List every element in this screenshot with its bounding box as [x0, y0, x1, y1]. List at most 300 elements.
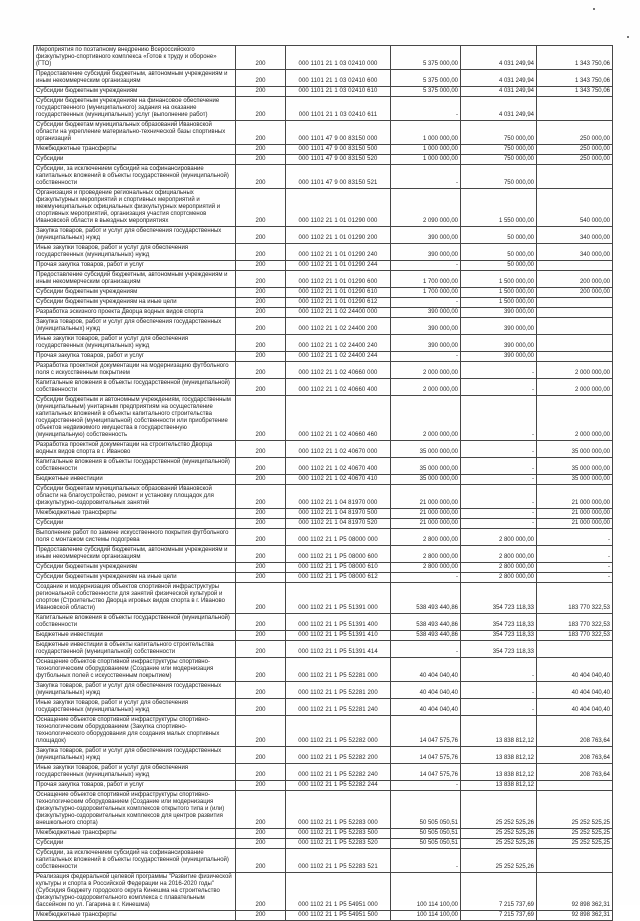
- row-description: Капитальные вложения в объекты государственной (муниципальной) собственности: [34, 379, 236, 396]
- row-expense-type-code: 200: [236, 145, 286, 155]
- row-budget-classification-code: 000 1102 21 1 01 01290 244: [286, 261, 391, 271]
- row-amount-unexecuted: 208 763,64: [537, 764, 613, 781]
- table-row: [34, 716, 613, 747]
- row-amount-executed: -: [461, 379, 537, 396]
- row-expense-type-code: 200: [236, 873, 286, 911]
- table-row: [34, 189, 613, 227]
- row-amount-approved: 390 000,00: [391, 335, 461, 352]
- row-budget-classification-code: 000 1102 21 1 02 40660 460: [286, 396, 391, 441]
- row-amount-unexecuted: 183 770 322,53: [537, 631, 613, 641]
- row-expense-type-code: 200: [236, 244, 286, 261]
- row-amount-approved: -: [391, 298, 461, 308]
- table-row: [34, 396, 613, 441]
- row-amount-approved: 21 000 000,00: [391, 509, 461, 519]
- row-budget-classification-code: 000 1102 21 1 P5 52282 240: [286, 764, 391, 781]
- row-amount-executed: 4 031 249,94: [461, 70, 537, 87]
- row-amount-approved: 21 000 000,00: [391, 485, 461, 509]
- row-budget-classification-code: 000 1102 21 1 P5 51391 414: [286, 641, 391, 658]
- scan-artifact-dot: [627, 36, 629, 38]
- table-row: [34, 747, 613, 764]
- row-expense-type-code: 200: [236, 458, 286, 475]
- row-amount-approved: 1 000 000,00: [391, 121, 461, 145]
- table-row: [34, 911, 613, 921]
- row-budget-classification-code: 000 1102 21 1 P5 54951 000: [286, 873, 391, 911]
- table-row: [34, 631, 613, 641]
- table-row: [34, 641, 613, 658]
- row-expense-type-code: 200: [236, 379, 286, 396]
- row-amount-approved: 35 000 000,00: [391, 475, 461, 485]
- row-description: Бюджетные инвестиции: [34, 475, 236, 485]
- row-expense-type-code: 200: [236, 911, 286, 921]
- table-row: [34, 699, 613, 716]
- row-amount-approved: 35 000 000,00: [391, 458, 461, 475]
- table-row: [34, 509, 613, 519]
- row-amount-executed: 354 723 118,33: [461, 641, 537, 658]
- row-description: Капитальные вложения в объекты государственной (муниципальной) собственности: [34, 458, 236, 475]
- table-row: [34, 352, 613, 362]
- table-row: [34, 70, 613, 87]
- row-budget-classification-code: 000 1102 21 1 P5 51391 400: [286, 614, 391, 631]
- table-row: [34, 781, 613, 791]
- row-description: Иные закупки товаров, работ и услуг для обеспечения государственных (муниципальных) нужд: [34, 764, 236, 781]
- row-description: Мероприятия по поэтапному внедрению Всероссийского физкультурно-спортивного комплекса «Готов к труду и обороне» (ГТО): [34, 46, 236, 70]
- row-amount-executed: 1 500 000,00: [461, 298, 537, 308]
- row-amount-unexecuted: 1 343 750,06: [537, 70, 613, 87]
- row-expense-type-code: 200: [236, 519, 286, 529]
- row-amount-approved: 390 000,00: [391, 244, 461, 261]
- table-row: [34, 227, 613, 244]
- row-expense-type-code: 200: [236, 573, 286, 583]
- row-amount-executed: 390 000,00: [461, 335, 537, 352]
- row-amount-unexecuted: 92 898 362,31: [537, 911, 613, 921]
- row-amount-unexecuted: [537, 97, 613, 121]
- row-budget-classification-code: 000 1102 21 1 P5 52283 000: [286, 791, 391, 829]
- table-row: [34, 475, 613, 485]
- row-amount-unexecuted: 340 000,00: [537, 227, 613, 244]
- table-row: [34, 46, 613, 70]
- row-description: Субсидии бюджетным учреждениям на иные цели: [34, 573, 236, 583]
- row-amount-unexecuted: 21 000 000,00: [537, 485, 613, 509]
- row-amount-unexecuted: 1 343 750,06: [537, 46, 613, 70]
- row-amount-unexecuted: [537, 849, 613, 873]
- row-amount-approved: 50 505 050,51: [391, 829, 461, 839]
- row-description: Бюджетные инвестиции в объекты капитального строительства государственной (муниципальной) собственности: [34, 641, 236, 658]
- row-expense-type-code: 200: [236, 121, 286, 145]
- row-amount-executed: -: [461, 682, 537, 699]
- row-amount-unexecuted: [537, 261, 613, 271]
- table-row: [34, 546, 613, 563]
- table-row: [34, 529, 613, 546]
- row-description: Субсидии: [34, 155, 236, 165]
- row-amount-unexecuted: [537, 308, 613, 318]
- row-budget-classification-code: 000 1101 47 9 00 83150 000: [286, 121, 391, 145]
- row-expense-type-code: 200: [236, 261, 286, 271]
- row-expense-type-code: 200: [236, 441, 286, 458]
- row-expense-type-code: 200: [236, 318, 286, 335]
- row-amount-approved: 5 375 000,00: [391, 70, 461, 87]
- row-description: Субсидии: [34, 839, 236, 849]
- row-amount-executed: 4 031 249,94: [461, 97, 537, 121]
- row-amount-approved: 40 404 040,40: [391, 658, 461, 682]
- row-budget-classification-code: 000 1102 21 1 P5 08000 000: [286, 529, 391, 546]
- row-amount-unexecuted: -: [537, 563, 613, 573]
- row-budget-classification-code: 000 1102 21 1 02 24400 200: [286, 318, 391, 335]
- row-amount-approved: -: [391, 352, 461, 362]
- row-budget-classification-code: 000 1102 21 1 P5 54951 500: [286, 911, 391, 921]
- row-description: Межбюджетные трансферты: [34, 509, 236, 519]
- row-amount-unexecuted: 250 000,00: [537, 155, 613, 165]
- row-amount-unexecuted: 208 763,64: [537, 716, 613, 747]
- row-description: Субсидии бюджетным учреждениям: [34, 288, 236, 298]
- row-amount-approved: 1 000 000,00: [391, 155, 461, 165]
- row-amount-executed: -: [461, 362, 537, 379]
- row-expense-type-code: 200: [236, 362, 286, 379]
- row-amount-approved: 1 000 000,00: [391, 145, 461, 155]
- row-expense-type-code: 200: [236, 546, 286, 563]
- row-amount-executed: -: [461, 519, 537, 529]
- table-row: [34, 519, 613, 529]
- row-description: Разработка проектной документации на строительство Дворца водных видов спорта в г. Иваново: [34, 441, 236, 458]
- row-amount-unexecuted: 21 000 000,00: [537, 519, 613, 529]
- row-amount-executed: 7 215 737,69: [461, 873, 537, 911]
- row-expense-type-code: 200: [236, 165, 286, 189]
- row-description: Капитальные вложения в объекты государственной (муниципальной) собственности: [34, 614, 236, 631]
- row-amount-approved: 2 800 000,00: [391, 563, 461, 573]
- row-budget-classification-code: 000 1102 21 1 04 81970 500: [286, 509, 391, 519]
- row-amount-approved: -: [391, 261, 461, 271]
- row-budget-classification-code: 000 1102 21 1 P5 08000 600: [286, 546, 391, 563]
- table-row: [34, 573, 613, 583]
- row-expense-type-code: 200: [236, 839, 286, 849]
- row-amount-unexecuted: 540 000,00: [537, 189, 613, 227]
- row-amount-executed: 2 800 000,00: [461, 563, 537, 573]
- table-row: [34, 121, 613, 145]
- row-amount-executed: 4 031 249,94: [461, 87, 537, 97]
- row-amount-approved: 2 090 000,00: [391, 189, 461, 227]
- row-amount-approved: 100 114 100,00: [391, 873, 461, 911]
- table-row: [34, 145, 613, 155]
- row-description: Субсидии, за исключением субсидий на софинансирование капитальных вложений в объекты государственной (муниципальной) собственности: [34, 165, 236, 189]
- row-budget-classification-code: 000 1102 21 1 P5 51391 410: [286, 631, 391, 641]
- row-amount-executed: 13 838 812,12: [461, 747, 537, 764]
- row-description: Субсидии бюджетным и автономным учреждениям, государственным (муниципальным) унитарным предприятиям на осуществление капитальных вложений в объекты капитального строительства государственной (муниципальной) собственности или приобретение объектов недвижимого имущества в государственную (муниципальную) собственность: [34, 396, 236, 441]
- row-budget-classification-code: 000 1102 21 1 02 40670 000: [286, 441, 391, 458]
- row-expense-type-code: 200: [236, 829, 286, 839]
- row-expense-type-code: 200: [236, 308, 286, 318]
- row-expense-type-code: 200: [236, 682, 286, 699]
- row-expense-type-code: 200: [236, 155, 286, 165]
- row-expense-type-code: 200: [236, 791, 286, 829]
- row-budget-classification-code: 000 1102 21 1 02 24400 244: [286, 352, 391, 362]
- row-amount-unexecuted: [537, 298, 613, 308]
- scan-artifact-dot: [593, 8, 595, 10]
- row-expense-type-code: 200: [236, 70, 286, 87]
- row-amount-unexecuted: 208 763,64: [537, 747, 613, 764]
- row-amount-unexecuted: [537, 781, 613, 791]
- row-amount-approved: -: [391, 573, 461, 583]
- row-expense-type-code: 200: [236, 46, 286, 70]
- row-budget-classification-code: 000 1102 21 1 02 24400 240: [286, 335, 391, 352]
- row-budget-classification-code: 000 1102 21 1 P5 52281 200: [286, 682, 391, 699]
- row-budget-classification-code: 000 1102 21 1 02 40660 000: [286, 362, 391, 379]
- row-budget-classification-code: 000 1102 21 1 P5 52282 200: [286, 747, 391, 764]
- row-amount-executed: -: [461, 509, 537, 519]
- row-description: Реализация федеральной целевой программы "Развитие физической культуры и спорта в Российской Федерации на 2016-2020 годы" (Субсидия бюджету городского округа Кинешма на строительство физкультурно-оздоровительного комплекса с плавательным бассейном по ул. Гагарина в г. Кинешма): [34, 873, 236, 911]
- table-row: [34, 87, 613, 97]
- row-description: Субсидии бюджетам муниципальных образований Ивановской области на благоустройство, ремонт и установку площадок для физкультурно-оздоровительных занятий: [34, 485, 236, 509]
- table-row: [34, 165, 613, 189]
- row-expense-type-code: 200: [236, 658, 286, 682]
- row-budget-classification-code: 000 1102 21 1 01 01290 200: [286, 227, 391, 244]
- row-amount-executed: 2 800 000,00: [461, 573, 537, 583]
- table-row: [34, 563, 613, 573]
- row-budget-classification-code: 000 1102 21 1 02 24400 000: [286, 308, 391, 318]
- row-expense-type-code: 200: [236, 396, 286, 441]
- row-amount-approved: 390 000,00: [391, 318, 461, 335]
- row-budget-classification-code: 000 1102 21 1 P5 52282 244: [286, 781, 391, 791]
- row-amount-unexecuted: [537, 335, 613, 352]
- row-amount-unexecuted: 25 252 525,25: [537, 829, 613, 839]
- row-amount-unexecuted: 183 770 322,53: [537, 614, 613, 631]
- table-row: [34, 261, 613, 271]
- row-amount-executed: 390 000,00: [461, 318, 537, 335]
- table-row: [34, 791, 613, 829]
- row-description: Предоставление субсидий бюджетным, автономным учреждениям и иным некоммерческим организациям: [34, 70, 236, 87]
- row-expense-type-code: 200: [236, 583, 286, 614]
- row-expense-type-code: 200: [236, 747, 286, 764]
- row-description: Прочая закупка товаров, работ и услуг: [34, 352, 236, 362]
- table-row: [34, 335, 613, 352]
- row-description: Иные закупки товаров, работ и услуг для обеспечения государственных (муниципальных) нужд: [34, 244, 236, 261]
- row-amount-executed: 25 252 525,26: [461, 829, 537, 839]
- row-budget-classification-code: 000 1102 21 1 01 01290 240: [286, 244, 391, 261]
- row-amount-approved: 35 000 000,00: [391, 441, 461, 458]
- table-row: [34, 658, 613, 682]
- budget-table-container: [33, 45, 612, 921]
- row-amount-approved: 2 000 000,00: [391, 379, 461, 396]
- row-amount-unexecuted: 35 000 000,00: [537, 441, 613, 458]
- row-description: Межбюджетные трансферты: [34, 911, 236, 921]
- row-amount-executed: -: [461, 485, 537, 509]
- row-budget-classification-code: 000 1102 21 1 02 40670 410: [286, 475, 391, 485]
- table-row: [34, 155, 613, 165]
- row-description: Субсидии: [34, 519, 236, 529]
- row-description: Закупка товаров, работ и услуг для обеспечения государственных (муниципальных) нужд: [34, 318, 236, 335]
- table-row: [34, 271, 613, 288]
- row-amount-unexecuted: 200 000,00: [537, 288, 613, 298]
- row-amount-unexecuted: 2 000 000,00: [537, 379, 613, 396]
- row-amount-executed: 13 838 812,12: [461, 781, 537, 791]
- row-amount-approved: 14 047 575,76: [391, 716, 461, 747]
- table-row: [34, 614, 613, 631]
- row-expense-type-code: 200: [236, 614, 286, 631]
- row-description: Субсидии бюджетным учреждениям: [34, 563, 236, 573]
- row-expense-type-code: 200: [236, 699, 286, 716]
- row-amount-unexecuted: 25 252 525,25: [537, 791, 613, 829]
- row-amount-executed: -: [461, 699, 537, 716]
- row-description: Оснащение объектов спортивной инфраструктуры спортивно-технологическим оборудованием (Закупка спортивно-технологического оборудования для создания малых спортивных площадок): [34, 716, 236, 747]
- row-amount-approved: 40 404 040,40: [391, 699, 461, 716]
- row-budget-classification-code: 000 1102 21 1 P5 52283 500: [286, 829, 391, 839]
- row-amount-approved: 14 047 575,76: [391, 747, 461, 764]
- row-amount-executed: 750 000,00: [461, 145, 537, 155]
- row-expense-type-code: 200: [236, 271, 286, 288]
- row-amount-executed: 2 800 000,00: [461, 546, 537, 563]
- row-budget-classification-code: 000 1102 21 1 04 81970 520: [286, 519, 391, 529]
- row-amount-unexecuted: 340 000,00: [537, 244, 613, 261]
- row-amount-approved: 2 000 000,00: [391, 396, 461, 441]
- row-description: Прочая закупка товаров, работ и услуг: [34, 781, 236, 791]
- row-amount-executed: 390 000,00: [461, 308, 537, 318]
- row-amount-executed: -: [461, 396, 537, 441]
- row-budget-classification-code: 000 1102 21 1 02 40660 400: [286, 379, 391, 396]
- row-amount-unexecuted: [537, 165, 613, 189]
- row-expense-type-code: 200: [236, 189, 286, 227]
- row-description: Разработка эскизного проекта Дворца водных видов спорта: [34, 308, 236, 318]
- table-row: [34, 839, 613, 849]
- row-description: Межбюджетные трансферты: [34, 145, 236, 155]
- row-budget-classification-code: 000 1102 21 1 02 40670 400: [286, 458, 391, 475]
- table-row: [34, 764, 613, 781]
- row-amount-executed: 1 500 000,00: [461, 271, 537, 288]
- row-expense-type-code: 200: [236, 227, 286, 244]
- row-amount-approved: 5 375 000,00: [391, 46, 461, 70]
- row-description: Разработка проектной документации на модернизацию футбольного поля с искусственным покрытием: [34, 362, 236, 379]
- table-row: [34, 458, 613, 475]
- row-description: Субсидии бюджетам муниципальных образований Ивановской области на укрепление материально-технической базы спортивных организаций: [34, 121, 236, 145]
- row-amount-unexecuted: [537, 352, 613, 362]
- row-amount-executed: 7 215 737,69: [461, 911, 537, 921]
- table-row: [34, 849, 613, 873]
- row-description: Закупка товаров, работ и услуг для обеспечения государственных (муниципальных) нужд: [34, 682, 236, 699]
- table-row: [34, 583, 613, 614]
- row-amount-approved: 14 047 575,76: [391, 764, 461, 781]
- row-amount-approved: 5 375 000,00: [391, 87, 461, 97]
- row-expense-type-code: 200: [236, 475, 286, 485]
- row-amount-executed: 50 000,00: [461, 244, 537, 261]
- row-amount-executed: -: [461, 658, 537, 682]
- row-amount-executed: 354 723 118,33: [461, 583, 537, 614]
- row-amount-approved: 50 505 050,51: [391, 839, 461, 849]
- table-row: [34, 485, 613, 509]
- table-row: [34, 318, 613, 335]
- row-description: Иные закупки товаров, работ и услуг для обеспечения государственных (муниципальных) нужд: [34, 335, 236, 352]
- row-expense-type-code: 200: [236, 509, 286, 519]
- row-amount-approved: 538 493 440,86: [391, 614, 461, 631]
- row-amount-approved: 390 000,00: [391, 308, 461, 318]
- table-row: [34, 298, 613, 308]
- row-amount-approved: 538 493 440,86: [391, 583, 461, 614]
- row-amount-executed: -: [461, 475, 537, 485]
- row-expense-type-code: 200: [236, 764, 286, 781]
- budget-table: [33, 45, 613, 921]
- table-row: [34, 362, 613, 379]
- row-amount-executed: 750 000,00: [461, 165, 537, 189]
- row-budget-classification-code: 000 1102 21 1 01 01290 612: [286, 298, 391, 308]
- row-description: Предоставление субсидий бюджетным, автономным учреждениям и иным некоммерческим организациям: [34, 546, 236, 563]
- row-amount-executed: -: [461, 458, 537, 475]
- row-description: Иные закупки товаров, работ и услуг для обеспечения государственных (муниципальных) нужд: [34, 699, 236, 716]
- row-amount-executed: 750 000,00: [461, 155, 537, 165]
- row-description: Субсидии бюджетным учреждениям на иные цели: [34, 298, 236, 308]
- row-amount-unexecuted: 2 000 000,00: [537, 362, 613, 379]
- row-expense-type-code: 200: [236, 563, 286, 573]
- row-amount-executed: 390 000,00: [461, 352, 537, 362]
- row-amount-unexecuted: 250 000,00: [537, 145, 613, 155]
- row-description: Бюджетные инвестиции: [34, 631, 236, 641]
- row-budget-classification-code: 000 1102 21 1 04 81970 000: [286, 485, 391, 509]
- row-expense-type-code: 200: [236, 335, 286, 352]
- row-budget-classification-code: 000 1102 21 1 01 01290 000: [286, 189, 391, 227]
- row-amount-executed: 354 723 118,33: [461, 614, 537, 631]
- row-amount-unexecuted: 250 000,00: [537, 121, 613, 145]
- row-amount-executed: 13 838 812,12: [461, 764, 537, 781]
- table-row: [34, 97, 613, 121]
- row-amount-unexecuted: 25 252 525,25: [537, 839, 613, 849]
- row-budget-classification-code: 000 1101 21 1 03 02410 610: [286, 87, 391, 97]
- table-row: [34, 308, 613, 318]
- row-expense-type-code: 200: [236, 631, 286, 641]
- row-expense-type-code: 200: [236, 288, 286, 298]
- row-amount-executed: 1 500 000,00: [461, 288, 537, 298]
- row-budget-classification-code: 000 1101 47 9 00 83150 521: [286, 165, 391, 189]
- row-amount-unexecuted: 40 404 040,40: [537, 699, 613, 716]
- table-row: [34, 379, 613, 396]
- row-amount-executed: 2 800 000,00: [461, 529, 537, 546]
- row-budget-classification-code: 000 1102 21 1 P5 08000 610: [286, 563, 391, 573]
- row-amount-unexecuted: [537, 641, 613, 658]
- row-amount-approved: 50 505 050,51: [391, 791, 461, 829]
- row-amount-unexecuted: [537, 318, 613, 335]
- row-description: Оснащение объектов спортивной инфраструктуры спортивно-технологическим оборудованием (Создание или модернизация физкультурно-оздоровительных комплексов открытого типа и (или) физкультурно-оздоровительных комплексов для центров развития внешкольного спорта): [34, 791, 236, 829]
- row-budget-classification-code: 000 1101 21 1 03 02410 000: [286, 46, 391, 70]
- row-budget-classification-code: 000 1102 21 1 01 01290 600: [286, 271, 391, 288]
- row-amount-unexecuted: 21 000 000,00: [537, 509, 613, 519]
- row-description: Создание и модернизация объектов спортивной инфраструктуры региональной собственности для занятий физической культурой и спортом (Строительство Дворца игровых видов спорта в г. Иваново Ивановской области): [34, 583, 236, 614]
- row-amount-unexecuted: -: [537, 573, 613, 583]
- row-amount-executed: 25 252 525,26: [461, 791, 537, 829]
- row-amount-approved: 2 800 000,00: [391, 546, 461, 563]
- row-budget-classification-code: 000 1102 21 1 P5 52282 000: [286, 716, 391, 747]
- row-amount-approved: 21 000 000,00: [391, 519, 461, 529]
- row-amount-approved: -: [391, 781, 461, 791]
- row-expense-type-code: 200: [236, 352, 286, 362]
- row-amount-executed: 25 252 525,26: [461, 849, 537, 873]
- row-description: Субсидии бюджетным учреждениям на финансовое обеспечение государственного (муниципального) задания на оказание государственных (муниципальных) услуг (выполнение работ): [34, 97, 236, 121]
- row-expense-type-code: 200: [236, 781, 286, 791]
- row-expense-type-code: 200: [236, 716, 286, 747]
- row-amount-executed: 25 252 525,26: [461, 839, 537, 849]
- row-budget-classification-code: 000 1101 47 9 00 83150 520: [286, 155, 391, 165]
- row-amount-approved: -: [391, 97, 461, 121]
- table-row: [34, 244, 613, 261]
- row-amount-approved: 1 700 000,00: [391, 271, 461, 288]
- row-amount-executed: 1 550 000,00: [461, 189, 537, 227]
- row-amount-executed: 50 000,00: [461, 227, 537, 244]
- row-amount-unexecuted: 2 000 000,00: [537, 396, 613, 441]
- row-amount-approved: 538 493 440,86: [391, 631, 461, 641]
- row-description: Субсидии бюджетным учреждениям: [34, 87, 236, 97]
- row-description: Субсидии, за исключением субсидий на софинансирование капитальных вложений в объекты государственной (муниципальной) собственности: [34, 849, 236, 873]
- row-budget-classification-code: 000 1101 21 1 03 02410 600: [286, 70, 391, 87]
- row-expense-type-code: 200: [236, 529, 286, 546]
- row-amount-unexecuted: -: [537, 529, 613, 546]
- row-amount-unexecuted: 200 000,00: [537, 271, 613, 288]
- row-amount-unexecuted: 35 000 000,00: [537, 458, 613, 475]
- row-amount-unexecuted: 92 898 362,31: [537, 873, 613, 911]
- row-expense-type-code: 200: [236, 641, 286, 658]
- row-description: Межбюджетные трансферты: [34, 829, 236, 839]
